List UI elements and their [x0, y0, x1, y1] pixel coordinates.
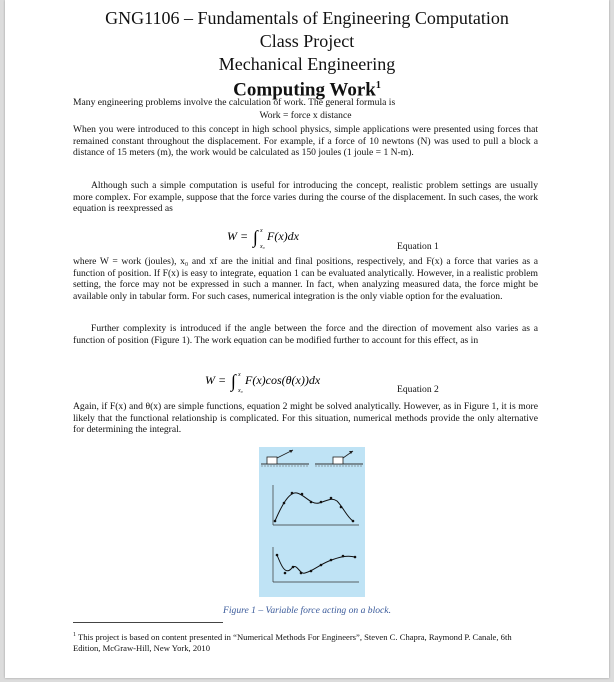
project-label: Class Project [259, 31, 355, 51]
footnote-number: 1 [73, 632, 76, 638]
course-title: GNG1106 – Fundamentals of Engineering Computation [105, 8, 509, 28]
figure-caption: Figure 1 – Variable force acting on a block. [223, 605, 391, 616]
paragraph-numerical: Again, if F(x) and θ(x) are simple functions, equation 2 might be solved analytically. However, as in Figure 1, it is more likely that the functional relationship is complicated. For this situation, numerical methods provide the only alternative for determining the integral. [73, 401, 538, 436]
svg-text:∫: ∫ [253, 227, 258, 247]
footnote [73, 630, 538, 654]
force-diagram [259, 447, 365, 597]
svg-text:W =: W = [227, 229, 249, 243]
svg-text:x₀: x₀ [238, 388, 243, 394]
equation-1 [227, 224, 347, 250]
discipline-label: Mechanical Engineering [218, 54, 396, 74]
svg-text:F(x)cos(θ(x))dx: F(x)cos(θ(x))dx [245, 373, 321, 387]
document-title: Computing Work$^1$ [233, 79, 381, 101]
paragraph-angle: Further complexity is introduced if the angle between the force and the direction of movement also varies as a function of position (Figure 1). The work equation can be modified further to account for this effect, as in [73, 323, 538, 346]
paragraph-intro: Many engineering problems involve the calculation of work. The general formula is [73, 97, 396, 108]
equation-2-label: Equation 2 [397, 384, 439, 395]
svg-text:x₀: x₀ [260, 244, 265, 250]
svg-text:W =: W = [205, 373, 227, 387]
paragraph-variable-force: Although such a simple computation is useful for introducing the concept, realistic problem settings are usually more complex. For example, suppose that the force varies during the course of the displacement. In such cases, the work equation is reexpressed as [73, 180, 538, 215]
svg-text:x: x [260, 228, 263, 234]
equation-2 [205, 368, 365, 394]
footnote-text: This project is based on content presented in “Numerical Methods For Engineers”, Steven C. Chapra, Raymond P. Canale, 6th Edition, McGraw-Hill, New York, 2010 [73, 631, 512, 653]
svg-text:F(x)dx: F(x)dx [267, 229, 299, 243]
equation-1-label: Equation 1 [397, 241, 439, 252]
paragraph-definitions: where W = work (joules), x₀ and xf are the initial and final positions, respectively, and F(x) a force that varies as a function of position. If F(x) is easy to integrate, equation 1 can be evaluated analytically. However, in a realistic problem setting, the force may not be expressed in such a manner. In fact, when analyzing measured data, the force might be available only in tabular form. For such cases, numerical integration is the only viable option for the evaluation. [73, 256, 538, 302]
document-page [5, 0, 609, 678]
svg-text:∫: ∫ [231, 371, 236, 391]
work-formula: Work = force x distance [259, 110, 352, 121]
figure-variable-force [259, 447, 365, 597]
footnote-divider [73, 622, 223, 623]
svg-text:x: x [238, 372, 241, 378]
footnote-mark: 1 [375, 80, 381, 91]
paragraph-constant-force: When you were introduced to this concept in high school physics, simple applications were presented using forces that remained constant throughout the displacement. For example, if a force of 10 newtons (N) was used to pull a block a distance of 15 meters (m), the work would be calculated as 150 joules (1 joule = 1 N-m). [73, 124, 538, 159]
